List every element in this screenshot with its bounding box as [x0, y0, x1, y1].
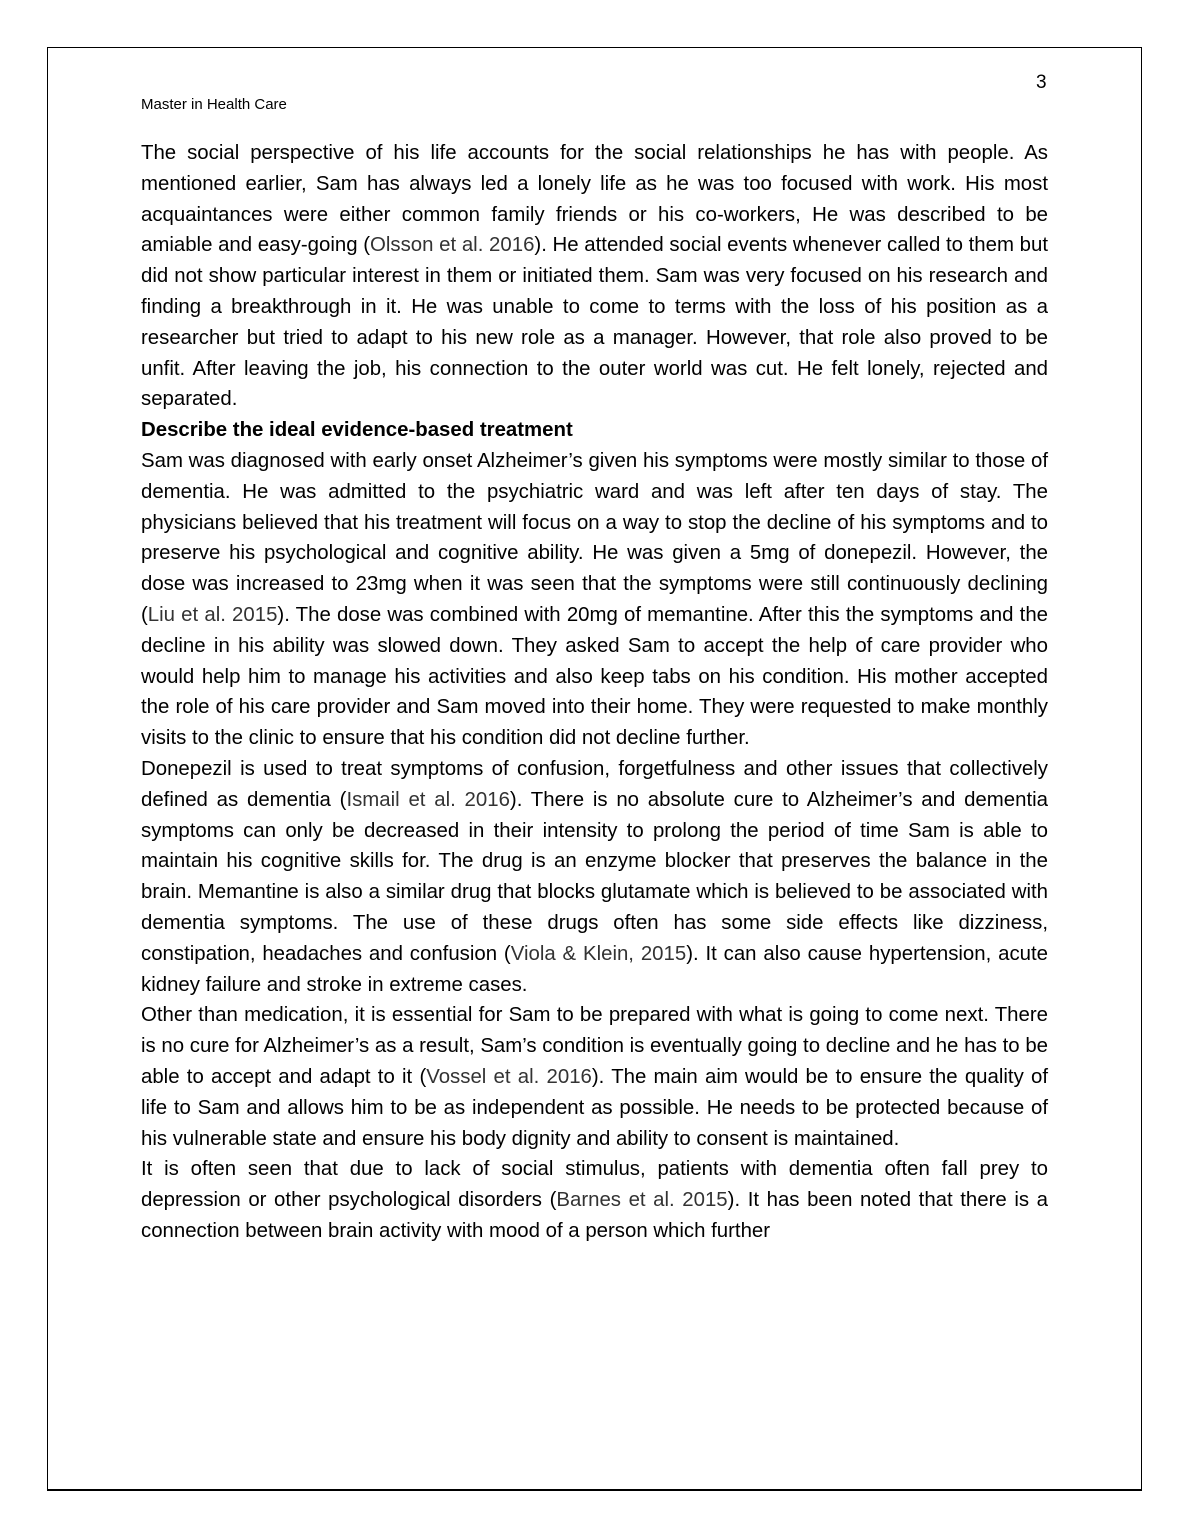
paragraph-social-perspective: [141, 138, 1048, 415]
section-heading: Describe the ideal evidence-based treatment: [141, 419, 573, 442]
paragraph-text: ). The dose was combined with 20mg of memantine. After this the symptoms and the decline in his ability was slowed down. They asked Sam to accept the help of care provider who would help him to manage his activities and also keep tabs on his condition. His mother accepted the role of his care provider and Sam moved into their home. They were requested to make monthly visits to the clinic to ensure that his condition did not decline further.: [141, 603, 1048, 750]
citation: Olsson et al. 2016: [370, 234, 535, 257]
page-number: 3: [1036, 72, 1047, 93]
document-body: [141, 138, 1048, 1247]
paragraph-text: ). It has been noted that there is a connection between brain activity with mood of a person which further: [141, 1189, 1048, 1242]
citation: Liu et al. 2015: [147, 603, 278, 626]
running-header: Master in Health Care: [141, 96, 287, 113]
paragraph-text: Donepezil is used to treat symptoms of confusion, forgetfulness and other issues that collectively defined as dementia (: [141, 757, 1048, 811]
citation: Ismail et al. 2016: [346, 788, 510, 811]
paragraph-social-stimulus: [141, 1154, 1048, 1246]
paragraph-text: Other than medication, it is essential for Sam to be prepared with what is going to come next. There is no cure for Alzheimer’s as a result, Sam’s condition is eventually going to decline and he has to be able to accept and adapt to it (: [141, 1004, 1048, 1088]
paragraph-text: The social perspective of his life accounts for the social relationships he has with people. As mentioned earlier, Sam has always led a lonely life as he was too focused with work. His most acquaintances were either common family friends or his co-workers, He was described to be amiable and easy-going (: [141, 142, 1048, 257]
paragraph-donepezil: [141, 754, 1048, 1000]
citation: Vossel et al. 2016: [426, 1065, 592, 1088]
paragraph-text: ). The main aim would be to ensure the quality of life to Sam and allows him to be as independent as possible. He needs to be protected because of his vulnerable state and ensure his body dignity and ability to consent is maintained.: [141, 1065, 1048, 1150]
citation: Barnes et al. 2015: [556, 1189, 728, 1212]
paragraph-non-medication: [141, 1000, 1048, 1154]
paragraph-text: ). It can also cause hypertension, acute kidney failure and stroke in extreme cases.: [141, 942, 1049, 996]
paragraph-text: ). There is no absolute cure to Alzheimer’s and dementia symptoms can only be decreased in their intensity to prolong the period of time Sam is able to maintain his cognitive skills for. The drug is an enzyme blocker that preserves the balance in the brain. Memantine is also a similar drug that blocks glutamate which is believed to be associated with dementia symptoms. The use of these drugs often has some side effects like dizziness, constipation, headaches and confusion (: [141, 788, 1048, 965]
paragraph-diagnosis: [141, 446, 1048, 754]
paragraph-text: Sam was diagnosed with early onset Alzheimer’s given his symptoms were mostly similar to those of dementia. He was admitted to the psychiatric ward and was left after ten days of stay. The physicians believed that his treatment will focus on a way to stop the decline of his symptoms and to preserve his psychological and cognitive ability. He was given a 5mg of donepezil. However, the dose was increased to 23mg when it was seen that the symptoms were still continuously declining (: [141, 449, 1048, 626]
citation: Viola & Klein, 2015: [510, 942, 687, 965]
paragraph-text: It is often seen that due to lack of social stimulus, patients with dementia often fall prey to depression or other psychological disorders (: [141, 1158, 1048, 1212]
paragraph-text: ). He attended social events whenever called to them but did not show particular interest in them or initiated them. Sam was very focused on his research and finding a breakthrough in it. He was unable to come to terms with the loss of his position as a researcher but tried to adapt to his new role as a manager. However, that role also proved to be unfit. After leaving the job, his connection to the outer world was cut. He felt lonely, rejected and separated.: [141, 234, 1048, 411]
